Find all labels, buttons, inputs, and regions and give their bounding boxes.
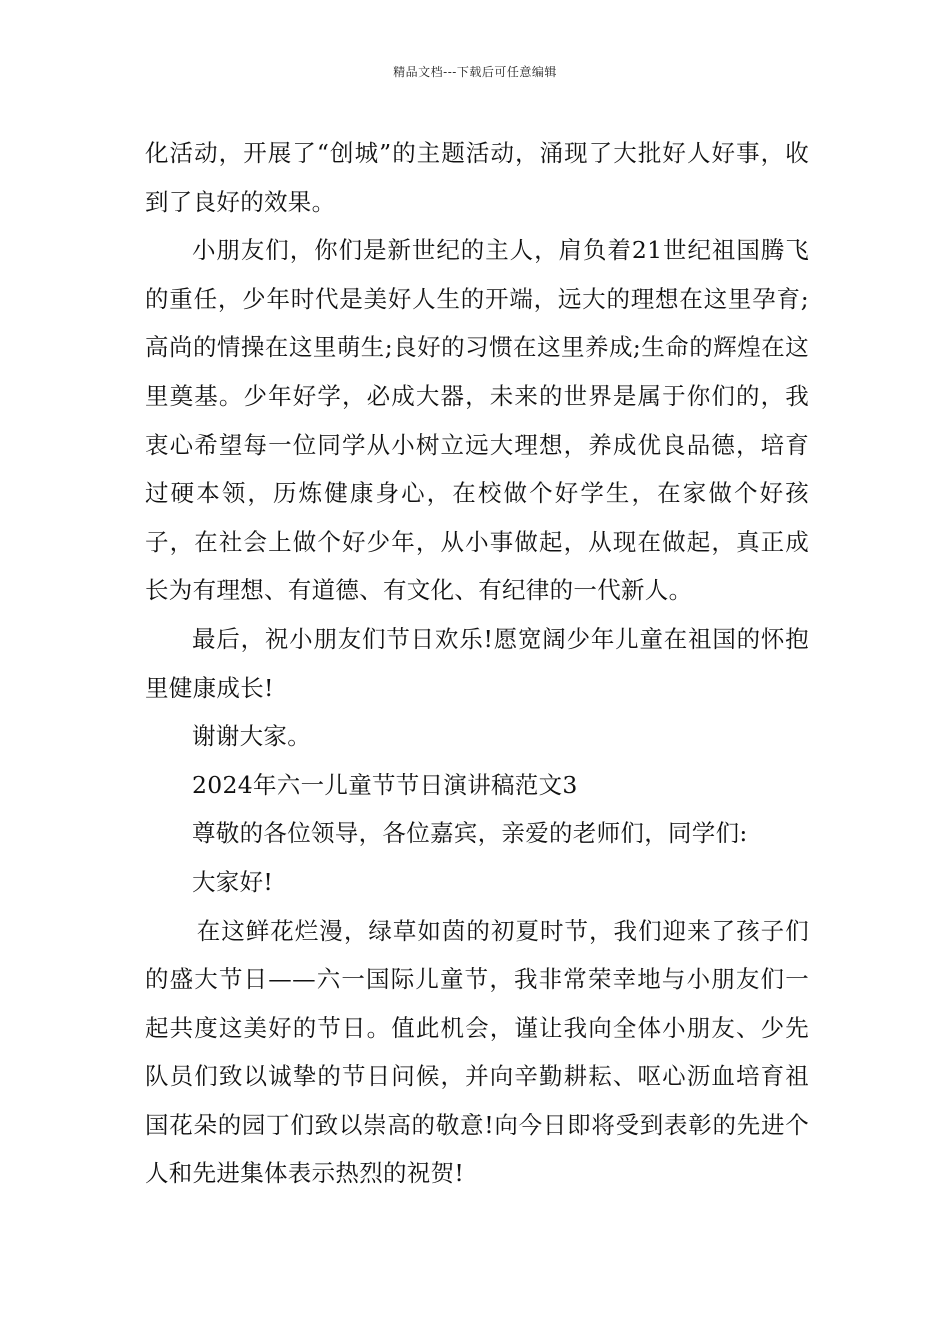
paragraph-thanks: 谢谢大家。 — [192, 722, 311, 751]
paragraph-salutation: 尊敬的各位领导，各位嘉宾，亲爱的老师们，同学们: — [192, 819, 748, 848]
paragraph-festival-opening: 在这鲜花烂漫，绿草如茵的初夏时节，我们迎来了孩子们的盛大节日——六一国际儿童节，我非常荣幸地与小朋友们一起共度这美好的节日。值此机会，谨让我向全体小朋友、少先队员们致以诚挚的节日问候，并向辛勤耕耘、呕心沥血培育祖国花朵的园丁们致以崇高的敬意!向今日即将受到表彰的先进个人和先进集体表示热烈的祝贺! — [145, 916, 809, 1188]
paragraph-greeting: 大家好! — [192, 867, 274, 896]
paragraph-closing-wish: 最后，祝小朋友们节日欢乐!愿宽阔少年儿童在祖国的怀抱里健康成长! — [145, 624, 809, 702]
section-title: 2024年六一儿童节节日演讲稿范文3 — [192, 770, 578, 799]
paragraph-children-future: 小朋友们，你们是新世纪的主人，肩负着21世纪祖国腾飞的重任，少年时代是美好人生的开端，远大的理想在这里孕育;高尚的情操在这里萌生;良好的习惯在这里养成;生命的辉煌在这里奠基。少年好学，必成大器，未来的世界是属于你们的，我衷心希望每一位同学从小树立远大理想，养成优良品德，培育过硬本领，历炼健康身心，在校做个好学生，在家做个好孩子，在社会上做个好少年，从小事做起，从现在做起，真正成长为有理想、有道德、有文化、有纪律的一代新人。 — [145, 236, 809, 605]
paragraph-continuation: 化活动，开展了“创城”的主题活动，涌现了大批好人好事，收到了良好的效果。 — [145, 139, 809, 216]
document-body — [145, 129, 809, 1198]
page-header: 精品文档---下载后可任意编辑 — [393, 65, 557, 79]
